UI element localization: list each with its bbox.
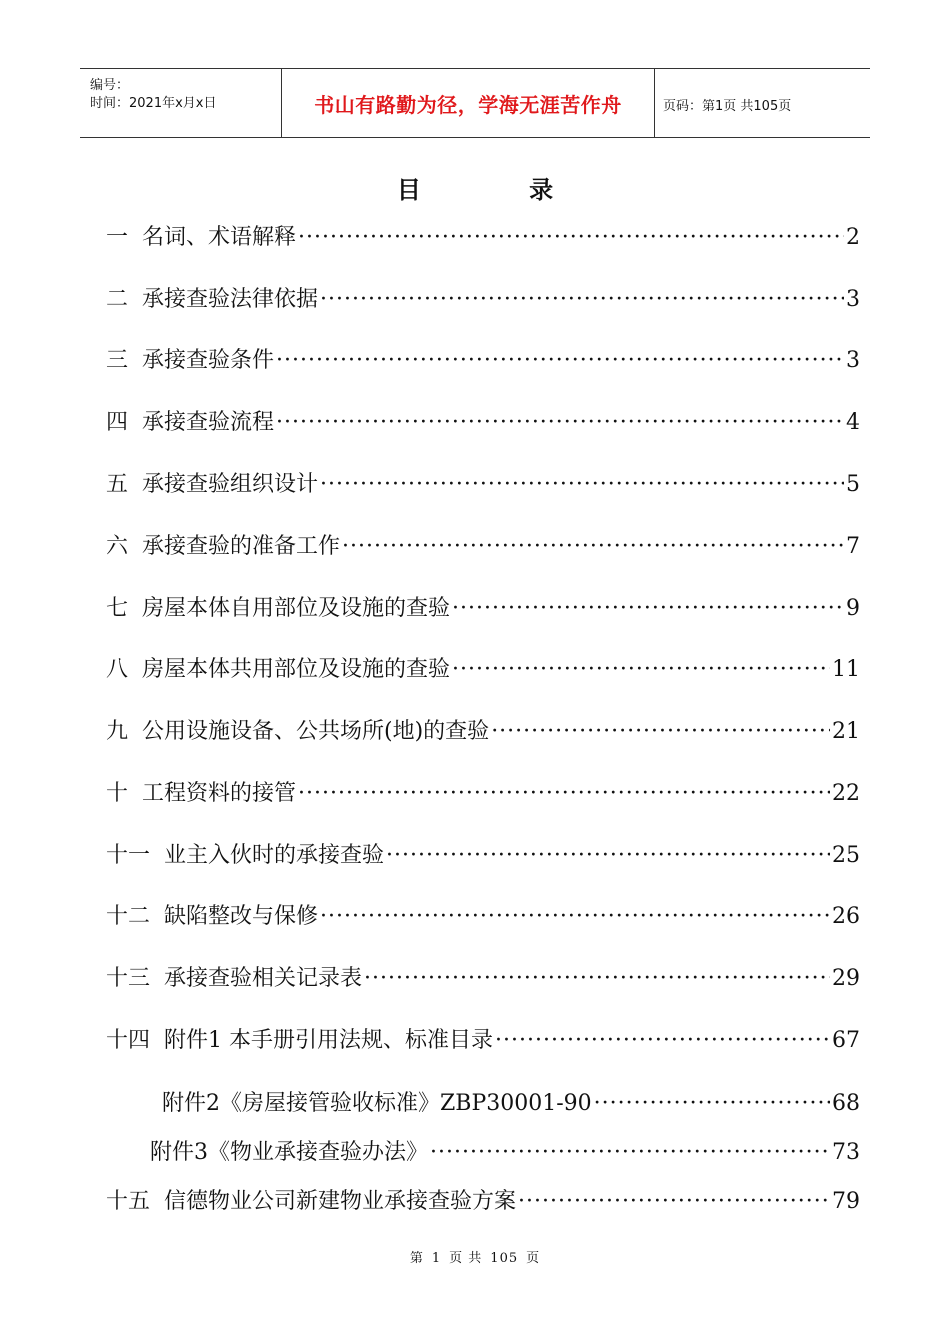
toc-leader-dots: [518, 1189, 830, 1214]
toc-entry[interactable]: [106, 591, 860, 622]
toc-leader-dots: [491, 719, 830, 744]
toc-leader-dots: [320, 472, 844, 497]
toc-entry-title: 缺陷整改与保修: [164, 904, 319, 929]
toc-entry[interactable]: [106, 467, 860, 498]
toc-leader-dots: [320, 904, 830, 929]
toc-entry[interactable]: [106, 405, 860, 436]
header-page-cell: [655, 69, 870, 137]
toc-leader-dots: [386, 843, 830, 868]
toc-leader-dots: [298, 781, 830, 806]
toc-leader-dots: [364, 966, 830, 991]
toc-entry-number: 四: [106, 410, 129, 435]
footer-page: 1: [431, 1251, 442, 1266]
toc-entry-page: 73: [832, 1140, 860, 1165]
toc-entry-number: 十三: [106, 966, 151, 991]
toc-leader-dots: [430, 1140, 830, 1165]
toc-leader-dots: [276, 348, 844, 373]
toc-entry[interactable]: [106, 899, 860, 930]
toc-entry-page: 9: [846, 596, 860, 621]
toc-entry-page: 68: [832, 1091, 860, 1116]
toc-entry-title: 承接查验的准备工作: [142, 534, 341, 559]
toc-entry-page: 11: [832, 657, 860, 682]
toc-entry-page: 3: [846, 348, 860, 373]
toc-entry-number: 十: [106, 781, 129, 806]
toc-entry[interactable]: [106, 1184, 860, 1215]
toc-entry-title: 房屋本体共用部位及设施的查验: [142, 657, 451, 682]
toc-entry-number: 二: [106, 287, 129, 312]
toc-entry[interactable]: [106, 652, 860, 683]
toc-entry-title: 工程资料的接管: [142, 781, 297, 806]
toc-entry[interactable]: [106, 961, 860, 992]
toc-entry-title: 承接查验相关记录表: [164, 966, 363, 991]
toc-entry-page: 7: [846, 534, 860, 559]
toc-entry[interactable]: [106, 282, 860, 313]
toc-entry-number: 八: [106, 657, 129, 682]
toc-entry[interactable]: [150, 1135, 860, 1166]
toc-entry-number: 十五: [106, 1189, 151, 1214]
toc-entry-number: 十一: [106, 843, 151, 868]
toc-entry-page: 2: [846, 225, 860, 250]
toc-entry-page: 4: [846, 410, 860, 435]
toc-entry-title: 承接查验条件: [142, 348, 275, 373]
toc-entry-number: 六: [106, 534, 129, 559]
toc-entry[interactable]: [106, 220, 860, 251]
toc-entry-title: 承接查验法律依据: [142, 287, 319, 312]
toc-entry[interactable]: [106, 343, 860, 374]
toc-entry-title: 名词、术语解释: [142, 225, 297, 250]
toc-leader-dots: [495, 1028, 830, 1053]
toc-entry-page: 21: [832, 719, 860, 744]
toc-entry[interactable]: [106, 776, 860, 807]
code-label: 编号：: [90, 78, 130, 93]
toc-entry-number: 一: [106, 225, 129, 250]
toc-leader-dots: [320, 287, 844, 312]
toc-entry[interactable]: [162, 1086, 860, 1117]
toc-entry[interactable]: [106, 1023, 860, 1054]
toc-leader-dots: [594, 1091, 830, 1116]
toc-entry-page: 79: [832, 1189, 860, 1214]
toc-entry-page: 29: [832, 966, 860, 991]
page-label: 页码：第1页 共105页: [663, 99, 792, 114]
toc-entry-number: 九: [106, 719, 129, 744]
toc-entry-title: 承接查验组织设计: [142, 472, 319, 497]
toc-entry-page: 3: [846, 287, 860, 312]
toc-entry-page: 25: [832, 843, 860, 868]
toc-leader-dots: [298, 225, 844, 250]
footer-total: 105: [490, 1251, 519, 1266]
toc-entry-page: 67: [832, 1028, 860, 1053]
toc-entry[interactable]: [106, 838, 860, 869]
toc-entry-title: 附件1 本手册引用法规、标准目录: [164, 1028, 494, 1053]
toc-entry-title: 承接查验流程: [142, 410, 275, 435]
toc-leader-dots: [342, 534, 844, 559]
page-footer: [0, 1247, 950, 1266]
footer-prefix: 第: [409, 1251, 424, 1266]
toc-entry-number: 十二: [106, 904, 151, 929]
toc-entry-number: 七: [106, 596, 129, 621]
header-motto-cell: [281, 69, 655, 137]
header-info-cell: [80, 69, 280, 137]
toc-entry-number: 三: [106, 348, 129, 373]
date-label: 时间：2021年x月x日: [90, 96, 217, 111]
toc-entry-page: 22: [832, 781, 860, 806]
toc-entry-title: 业主入伙时的承接查验: [164, 843, 385, 868]
toc-leader-dots: [452, 596, 844, 621]
toc-entry-title: 信德物业公司新建物业承接查验方案: [164, 1189, 517, 1214]
motto: 书山有路勤为径，学海无涯苦作舟: [314, 93, 622, 117]
footer-suffix: 页: [526, 1251, 541, 1266]
toc-entry-number: 十四: [106, 1028, 151, 1053]
toc-entry-page: 26: [832, 904, 860, 929]
footer-mid: 页 共: [449, 1251, 483, 1266]
toc-entry-number: 五: [106, 472, 129, 497]
toc-entry-title: 公用设施设备、公共场所(地)的查验: [142, 719, 490, 744]
document-header: [80, 68, 870, 138]
toc-entry-page: 5: [846, 472, 860, 497]
toc-leader-dots: [276, 410, 844, 435]
toc-entry-title: 附件3《物业承接查验办法》: [150, 1140, 428, 1165]
toc-entry-title: 附件2《房屋接管验收标准》ZBP30001-90: [162, 1091, 592, 1116]
toc-entry-title: 房屋本体自用部位及设施的查验: [142, 596, 451, 621]
toc-entry[interactable]: [106, 714, 860, 745]
toc-entry[interactable]: [106, 529, 860, 560]
toc-leader-dots: [452, 657, 830, 682]
page-title: 目 录: [396, 176, 604, 204]
